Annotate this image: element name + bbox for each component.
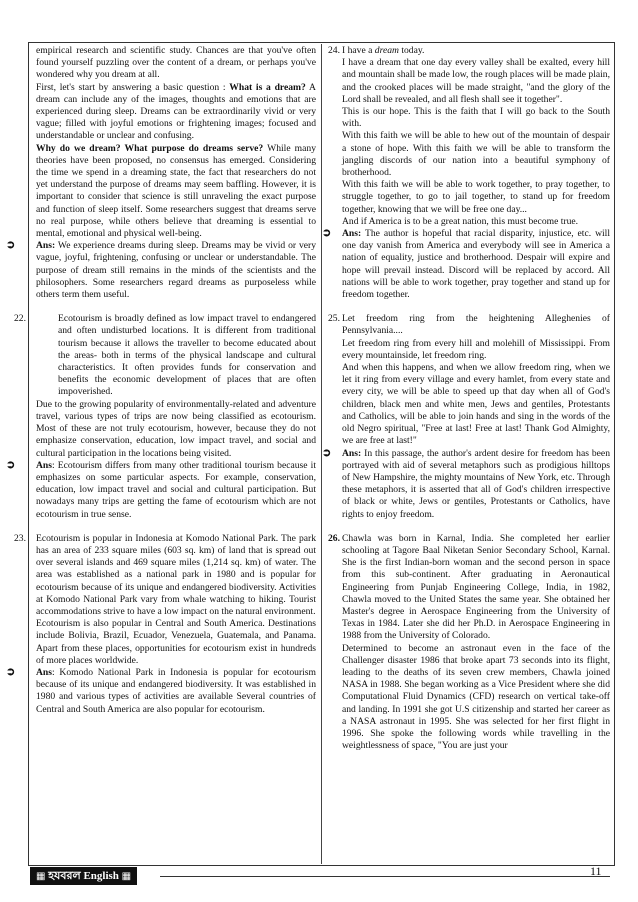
question-22-cont: Due to the growing popularity of environmentally-related and adventure travel, various types of trips are now being classified as ecotourism. Most of these are not truly ecotourism, however, because they do not emphasize conservation, education, low impact travel, and social and cultural participation in the locations being visited. [36, 398, 316, 459]
book-icon: ▦ [36, 871, 46, 882]
question-25: 25. Let freedom ring from the heightening Alleghenies of Pennsylvania.... Let freedom ring from every hill and molehill of Mississippi. From every mountainside, let freedom ring. And when this happens, and when we allow freedom ring, when we let it ring from every village and every hamlet, from every state and every city, we will be able to speed up that day when all of God's children, black men and white men, Jews and gentiles, Protestants and Catholics, will be able to join hands and sing in the words of the old Negro spiritual, "Free at last! Free at last! Thank God Almighty, we are free at last!" [328, 313, 610, 447]
question-number: 25. [328, 313, 340, 325]
answer-25: ➲ Ans: In this passage, the author's ardent desire for freedom has been portrayed with aid of several metaphors such as prodigious hilltops of New Hampshire, the mighty mountains of New York, etc. Through these metaphors, it is asserted that all of God's children irrespective of black or white, Jews or gentiles, Protestants or Catholics, have rights to enjoy freedom. [322, 446, 610, 520]
question-number: 23. [14, 532, 26, 544]
question-number: 22. [14, 313, 26, 325]
brand-bengali: হযবরল [48, 870, 81, 882]
book-icon: ▦ [121, 871, 132, 882]
arrow-icon: ➲ [322, 446, 332, 459]
arrow-icon: ➲ [6, 665, 16, 678]
arrow-icon: ➲ [6, 458, 16, 471]
q21-text-1: empirical research and scientific study. Chances are that you've often found yourself puzzling over the content of a dream, or perhaps you've wondered why you dream at all. [36, 45, 316, 81]
arrow-icon: ➲ [322, 227, 332, 240]
page-number: 11 [590, 864, 602, 878]
arrow-icon: ➲ [6, 239, 16, 252]
question-24: 24. I have a dream today. I have a dream that one day every valley shall be exalted, every hill and mountain shall be made low, the rough places will be made plain, and the crooked places will be made straight, "and the glory of the Lord shall be revealed, and all flesh shall see it together". This is our hope. This is the faith that I will go back to the South with. With this faith we will be able to hew out of the mountain of despair a stone of hope. With this faith we will be able to transform the jangling discords of our nation into a beautiful symphony of brotherhood. With this faith we will be able to work together, to pray together, to struggle together, to go to jail together, to stand up for freedom together, knowing that we will be free one day... And if America is to be a great nation, this must become true. [328, 45, 610, 227]
q21-text-3: Why do we dream? What purpose do dreams serve? While many theories have been proposed, no consensus has emerged. Considering the time we spend in a dreaming state, the fact that researchers do not yet understand the purpose of dreams may seem baffling. However, it is important to consider that science is still unraveling the exact purpose and function of sleep itself. Some researchers suggest that dreams serve no real purpose, while others believe that dreaming is essential to mental, emotional and physical well-being. [36, 142, 316, 240]
footer-rule [160, 876, 610, 877]
question-23: 23. Ecotourism is popular in Indonesia at Komodo National Park. The park has an area of 233 square miles (603 sq. km) of land that is spread out over several islands and 469 square miles (1,214 sq. km) of water. The area was established as a national park in 1980 and is popular for ecotourism because of its unique and endangered biodiversity. Activities at Komodo National Park vary from whale watching to hiking. Tourist accommodations strive to have a low impact on the natural environment. Ecotourism is also popular in Central and South America. Destinations include Bolivia, Brazil, Ecuador, Venezuela, Guatemala, and Panama. Apart from these places, opportunities for ecotourism exist in hundreds of more places worldwide. [14, 532, 316, 666]
q21-continuation [36, 45, 316, 240]
answer-23: ➲ Ans: Komodo National Park in Indonesia is popular for ecotourism because of its unique and endangered biodiversity. It was established in 1980 and various types of activities are available Several countries of Central and South America are also popular for ecotourism. [6, 665, 316, 715]
brand-english: English [83, 870, 119, 882]
answer-22: ➲ Ans: Ecotourism differs from many other traditional tourism because it emphasizes on some particular aspects. For example, conservation, education, low impact travel and social and cultural participation. But nowadays many trips are getting the fame of ecotourism which are not ecotourism in true sense. [6, 458, 316, 520]
question-26: 26. Chawla was born in Karnal, India. She completed her earlier schooling at Tagore Baal Niketan Senior Secondary School, Karnal. She is the first Indian-born woman and the second person in space from this sub-continent. After graduating in Aeronautical Engineering from Punjab Engineering College, India, in 1982, Chawla moved to the United States the same year. She obtained her Master's degree in Aerospace Engineering from the University of Texas in 1984. Later she did her Ph.D. in Aerospace Engineering in 1988 from the University of Colorado. Determined to become an astronaut even in the face of the Challenger disaster 1986 that broke apart 73 seconds into its flight, leading to the deaths of its seven crew members, Chawla joined NASA in 1988. She began working as a Vice President where she did Computational Fluid Dynamics (CFD) research on vertical take-off and landing. In 1991 she got U.S citizenship and started her career as a NASA astronaut in 1995. She was selected for her first flight in 1996. She spoke the following words while travelling in the weightlessness of space, "You are just your [328, 532, 610, 752]
question-number: 26. [328, 532, 340, 544]
answer-24: ➲ Ans: The author is hopeful that racial disparity, injustice, etc. will one day vanish from America and everybody will see in America a nation of equality, justice and brotherhood. Despair will expire and hope will prevail instead. Discord will be replaced by accord. All nations will be able to work together, pray together and stand up for freedom together. [322, 227, 610, 301]
left-column [6, 45, 316, 716]
footer-brand [30, 867, 137, 885]
right-column [322, 45, 610, 752]
question-22: 22. Ecotourism is broadly defined as low impact travel to endangered and often undisturbed locations. It is different from traditional tourism because it allows the traveller to become educated about the areas- both in terms of the physical landscape and cultural characteristics. It often provides funds for conservation and benefits the economic development of places that are often impoverished. [14, 313, 316, 398]
q21-text-2: First, let's start by answering a basic question : What is a dream? A dream can include any of the images, thoughts and emotions that are experienced during sleep. Dreams can be extraordinarily vivid or very vague; filled with joyful emotions or frightening images; focused and understandable or unclear and confusing. [36, 81, 316, 142]
question-number: 24. [328, 45, 340, 56]
answer-21: ➲ Ans: We experience dreams during sleep. Dreams may be vivid or very vague, joyful, frightening, confusing or unclear or understandable. The purpose of dream still remains in the minds of the scientists and the philosophers. Some researchers regard dreams as purposeless while others term them useful. [6, 239, 316, 301]
